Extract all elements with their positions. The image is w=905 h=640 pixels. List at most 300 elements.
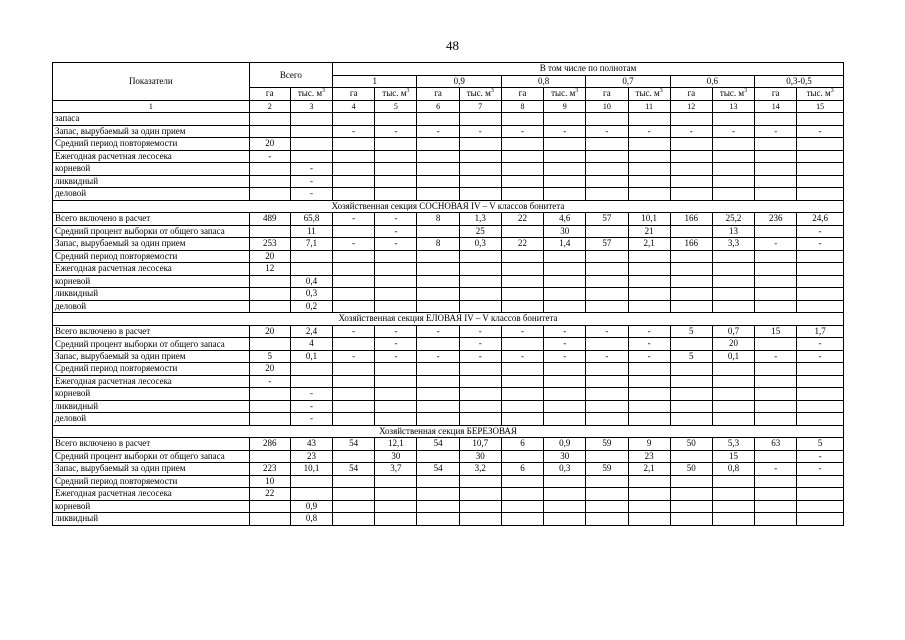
section-title: Хозяйственная секция СОСНОВАЯ IV – V классов бонитета	[53, 200, 844, 213]
table-cell	[249, 400, 290, 413]
header-indicator: Показатели	[53, 63, 250, 101]
table-cell: 2,4	[290, 325, 332, 338]
table-cell	[797, 275, 844, 288]
table-cell	[586, 288, 628, 301]
table-cell	[333, 225, 375, 238]
row-label: Ежегодная расчетная лесосека	[53, 263, 250, 276]
table-cell	[712, 500, 754, 513]
table-cell: 20	[249, 250, 290, 263]
table-row	[53, 388, 844, 401]
table-cell: -	[628, 125, 670, 138]
table-cell	[670, 500, 712, 513]
table-cell	[670, 450, 712, 463]
table-cell: 166	[670, 213, 712, 226]
table-cell	[249, 300, 290, 313]
table-cell: 1,4	[544, 238, 586, 251]
table-cell	[249, 188, 290, 201]
table-cell	[501, 300, 543, 313]
table-cell: -	[333, 213, 375, 226]
table-cell: -	[333, 125, 375, 138]
unit-volume-sup: 3	[575, 88, 579, 95]
table-row	[53, 250, 844, 263]
table-cell: -	[290, 188, 332, 201]
header-row	[53, 63, 844, 76]
table-cell: 25,2	[712, 213, 754, 226]
table-cell	[712, 175, 754, 188]
table-cell: 2,1	[628, 238, 670, 251]
table-cell: -	[797, 225, 844, 238]
table-cell	[670, 163, 712, 176]
unit-ha: га	[333, 88, 375, 101]
table-cell: 22	[501, 238, 543, 251]
table-row	[53, 500, 844, 513]
table-cell	[249, 288, 290, 301]
table-cell: -	[628, 325, 670, 338]
table-cell	[333, 413, 375, 426]
table-cell: 12,1	[375, 438, 417, 451]
table-cell: -	[375, 238, 417, 251]
table-cell: -	[333, 238, 375, 251]
table-cell	[333, 513, 375, 526]
table-cell	[333, 263, 375, 276]
table-row	[53, 113, 844, 126]
table-cell	[417, 275, 459, 288]
table-cell	[670, 488, 712, 501]
row-label: Средний период повторяемости	[53, 363, 250, 376]
table-cell	[375, 263, 417, 276]
table-cell	[670, 150, 712, 163]
table-cell: -	[586, 325, 628, 338]
table-cell	[712, 263, 754, 276]
table-cell: 11	[290, 225, 332, 238]
table-cell	[375, 288, 417, 301]
table-cell: 30	[544, 450, 586, 463]
table-cell: -	[586, 125, 628, 138]
column-number: 6	[417, 100, 459, 113]
table-cell: -	[755, 125, 797, 138]
table-cell	[544, 300, 586, 313]
unit-ha: га	[501, 88, 543, 101]
table-cell	[755, 413, 797, 426]
table-cell	[459, 400, 501, 413]
unit-volume-sup: 3	[659, 88, 663, 95]
table-cell: -	[797, 450, 844, 463]
unit-volume-text: тыс. м	[551, 88, 576, 99]
table-cell	[333, 113, 375, 126]
table-row	[53, 300, 844, 313]
table-cell	[586, 188, 628, 201]
table-cell: -	[249, 150, 290, 163]
unit-volume-text: тыс. м	[719, 88, 745, 99]
column-number-row	[53, 100, 844, 113]
table-cell	[712, 288, 754, 301]
table-row	[53, 188, 844, 201]
table-cell: -	[544, 325, 586, 338]
table-cell	[375, 413, 417, 426]
table-cell	[290, 250, 332, 263]
table-cell	[797, 375, 844, 388]
table-cell	[544, 375, 586, 388]
table-cell	[375, 275, 417, 288]
table-cell	[544, 263, 586, 276]
section-title: Хозяйственная секция ЕЛОВАЯ IV – V классов бонитета	[53, 313, 844, 326]
header-density: 0,7	[586, 75, 670, 88]
table-cell	[459, 488, 501, 501]
table-cell	[628, 488, 670, 501]
table-cell	[417, 400, 459, 413]
table-cell: 0,8	[712, 463, 754, 476]
table-cell	[755, 113, 797, 126]
table-cell	[755, 500, 797, 513]
row-label: Ежегодная расчетная лесосека	[53, 150, 250, 163]
table-cell	[375, 488, 417, 501]
table-cell	[586, 300, 628, 313]
table-cell	[586, 263, 628, 276]
table-cell	[417, 250, 459, 263]
table-row	[53, 288, 844, 301]
table-cell	[333, 488, 375, 501]
unit-ha: га	[417, 88, 459, 101]
table-cell	[586, 500, 628, 513]
section-row	[53, 200, 844, 213]
table-cell	[290, 263, 332, 276]
table-cell: -	[797, 238, 844, 251]
row-label: запаса	[53, 113, 250, 126]
table-cell	[417, 450, 459, 463]
table-row	[53, 375, 844, 388]
table-cell	[249, 500, 290, 513]
unit-volume	[712, 88, 754, 101]
table-cell: -	[501, 350, 543, 363]
table-cell	[544, 275, 586, 288]
header-density: 1	[333, 75, 417, 88]
table-cell	[670, 225, 712, 238]
table-cell	[375, 113, 417, 126]
table-cell	[501, 275, 543, 288]
table-cell	[375, 500, 417, 513]
table-cell: 5	[249, 350, 290, 363]
table-cell	[670, 138, 712, 151]
header-density: 0,8	[501, 75, 585, 88]
table-cell: 50	[670, 438, 712, 451]
row-label: корневой	[53, 163, 250, 176]
table-cell	[417, 375, 459, 388]
table-cell	[290, 125, 332, 138]
table-cell	[628, 138, 670, 151]
table-cell: -	[797, 350, 844, 363]
table-cell	[797, 488, 844, 501]
table-cell: 20	[249, 363, 290, 376]
table-cell: -	[333, 350, 375, 363]
table-cell: 6	[501, 438, 543, 451]
row-label: корневой	[53, 500, 250, 513]
table-cell	[375, 513, 417, 526]
table-cell	[544, 188, 586, 201]
table-row	[53, 413, 844, 426]
unit-volume	[459, 88, 501, 101]
table-row	[53, 325, 844, 338]
header-total: Всего	[249, 63, 332, 88]
table-cell	[712, 413, 754, 426]
table-cell	[501, 175, 543, 188]
table-cell	[797, 513, 844, 526]
table-cell: -	[290, 400, 332, 413]
table-cell	[797, 150, 844, 163]
table-cell	[586, 363, 628, 376]
table-cell	[544, 513, 586, 526]
table-cell	[712, 188, 754, 201]
table-cell: -	[459, 325, 501, 338]
table-row	[53, 275, 844, 288]
table-cell: -	[459, 338, 501, 351]
table-row	[53, 475, 844, 488]
table-cell	[333, 163, 375, 176]
table-cell	[628, 513, 670, 526]
row-label: Средний процент выборки от общего запаса	[53, 338, 250, 351]
table-cell	[417, 513, 459, 526]
table-cell: 5	[797, 438, 844, 451]
unit-volume-text: тыс. м	[297, 88, 323, 99]
table-cell	[670, 375, 712, 388]
table-cell	[712, 150, 754, 163]
table-cell	[586, 488, 628, 501]
table-cell	[586, 225, 628, 238]
row-label: деловой	[53, 188, 250, 201]
table-cell	[586, 475, 628, 488]
table-cell	[290, 375, 332, 388]
table-cell: 43	[290, 438, 332, 451]
table-cell	[459, 475, 501, 488]
table-cell	[586, 375, 628, 388]
table-cell	[459, 275, 501, 288]
table-cell	[459, 363, 501, 376]
table-cell: 54	[333, 438, 375, 451]
table-cell: 6	[501, 463, 543, 476]
table-cell	[249, 388, 290, 401]
table-cell	[755, 400, 797, 413]
table-cell	[628, 188, 670, 201]
table-cell	[417, 300, 459, 313]
table-cell: -	[333, 325, 375, 338]
table-row	[53, 513, 844, 526]
column-number: 11	[628, 100, 670, 113]
column-number: 9	[544, 100, 586, 113]
unit-volume-sup: 3	[830, 88, 834, 95]
unit-volume-sup: 3	[322, 88, 326, 95]
table-cell	[333, 150, 375, 163]
table-cell	[459, 263, 501, 276]
table-cell	[375, 363, 417, 376]
table-cell	[586, 275, 628, 288]
table-cell: -	[375, 125, 417, 138]
table-cell	[755, 488, 797, 501]
table-cell	[501, 338, 543, 351]
table-cell	[712, 388, 754, 401]
table-cell	[375, 175, 417, 188]
table-cell	[459, 250, 501, 263]
table-cell	[290, 363, 332, 376]
row-label: корневой	[53, 388, 250, 401]
table-cell: -	[417, 350, 459, 363]
table-cell	[586, 163, 628, 176]
table-cell: -	[375, 225, 417, 238]
table-cell	[249, 163, 290, 176]
table-cell: -	[670, 125, 712, 138]
table-cell: 22	[501, 213, 543, 226]
table-cell	[544, 363, 586, 376]
table-cell	[755, 263, 797, 276]
table-cell	[459, 413, 501, 426]
table-cell	[712, 163, 754, 176]
table-cell	[459, 300, 501, 313]
table-cell	[501, 400, 543, 413]
table-cell: 0,9	[290, 500, 332, 513]
table-cell: 2,1	[628, 463, 670, 476]
table-cell	[417, 188, 459, 201]
table-cell	[797, 113, 844, 126]
table-cell: 5	[670, 325, 712, 338]
table-cell	[586, 113, 628, 126]
table-cell	[333, 375, 375, 388]
table-cell	[670, 363, 712, 376]
table-cell	[333, 363, 375, 376]
row-label: деловой	[53, 300, 250, 313]
table-row	[53, 225, 844, 238]
table-cell	[755, 188, 797, 201]
table-cell	[417, 363, 459, 376]
column-number: 1	[53, 100, 250, 113]
table-cell: 0,2	[290, 300, 332, 313]
table-cell	[544, 150, 586, 163]
table-cell	[417, 150, 459, 163]
table-cell	[628, 275, 670, 288]
table-cell: 8	[417, 238, 459, 251]
row-label: Всего включено в расчет	[53, 213, 250, 226]
table-cell	[459, 375, 501, 388]
table-cell: 7,1	[290, 238, 332, 251]
table-cell: 1,7	[797, 325, 844, 338]
table-cell	[544, 138, 586, 151]
table-row	[53, 163, 844, 176]
table-cell: 10,1	[290, 463, 332, 476]
table-cell	[755, 275, 797, 288]
table-cell: 54	[333, 463, 375, 476]
table-cell	[459, 188, 501, 201]
table-cell	[417, 175, 459, 188]
table-cell	[712, 300, 754, 313]
table-cell	[501, 363, 543, 376]
table-cell	[712, 363, 754, 376]
column-number: 10	[586, 100, 628, 113]
table-cell	[628, 388, 670, 401]
row-label: корневой	[53, 275, 250, 288]
table-cell	[333, 188, 375, 201]
table-cell: 21	[628, 225, 670, 238]
table-cell: -	[755, 463, 797, 476]
table-cell	[333, 175, 375, 188]
unit-volume-sup: 3	[744, 88, 748, 95]
row-label: Средний период повторяемости	[53, 250, 250, 263]
table-cell	[249, 413, 290, 426]
table-cell	[628, 150, 670, 163]
table-cell: 10,1	[628, 213, 670, 226]
table-row	[53, 213, 844, 226]
header-by-density: В том числе по полнотам	[333, 63, 844, 76]
row-label: Запас, вырубаемый за один прием	[53, 125, 250, 138]
table-cell	[375, 375, 417, 388]
table-cell	[501, 500, 543, 513]
row-label: ликвидный	[53, 175, 250, 188]
table-cell: 0,3	[290, 288, 332, 301]
table-cell	[375, 300, 417, 313]
table-cell: -	[755, 350, 797, 363]
table-row	[53, 363, 844, 376]
table-cell	[628, 375, 670, 388]
header-density: 0,9	[417, 75, 501, 88]
table-cell: 0,7	[712, 325, 754, 338]
table-cell	[755, 363, 797, 376]
table-cell: -	[628, 338, 670, 351]
table-cell	[544, 250, 586, 263]
column-number: 15	[797, 100, 844, 113]
table-row	[53, 350, 844, 363]
table-cell	[712, 488, 754, 501]
section-row	[53, 313, 844, 326]
table-cell	[501, 150, 543, 163]
table-cell	[628, 300, 670, 313]
table-cell: 3,2	[459, 463, 501, 476]
row-label: Средний период повторяемости	[53, 138, 250, 151]
table-cell: 0,9	[544, 438, 586, 451]
column-number: 12	[670, 100, 712, 113]
table-cell	[628, 363, 670, 376]
table-cell	[501, 388, 543, 401]
column-number: 2	[249, 100, 290, 113]
table-cell	[501, 375, 543, 388]
table-cell	[544, 500, 586, 513]
table-cell	[797, 363, 844, 376]
table-row	[53, 450, 844, 463]
table-row	[53, 150, 844, 163]
table-row	[53, 263, 844, 276]
table-cell	[544, 400, 586, 413]
table-cell	[333, 138, 375, 151]
column-number: 7	[459, 100, 501, 113]
table-cell: 30	[375, 450, 417, 463]
table-cell	[586, 138, 628, 151]
table-cell	[712, 113, 754, 126]
table-cell: -	[290, 413, 332, 426]
table-cell	[628, 400, 670, 413]
table-cell	[628, 250, 670, 263]
table-cell	[459, 500, 501, 513]
table-cell	[712, 400, 754, 413]
table-row	[53, 175, 844, 188]
table-cell: 50	[670, 463, 712, 476]
table-cell: -	[797, 338, 844, 351]
table-cell	[333, 500, 375, 513]
table-cell: 0,3	[459, 238, 501, 251]
table-cell	[333, 475, 375, 488]
table-cell: 63	[755, 438, 797, 451]
table-cell	[586, 175, 628, 188]
table-cell	[290, 150, 332, 163]
table-cell	[670, 175, 712, 188]
table-cell: -	[712, 125, 754, 138]
unit-volume-text: тыс. м	[635, 88, 660, 99]
table-cell	[755, 375, 797, 388]
table-cell	[417, 263, 459, 276]
